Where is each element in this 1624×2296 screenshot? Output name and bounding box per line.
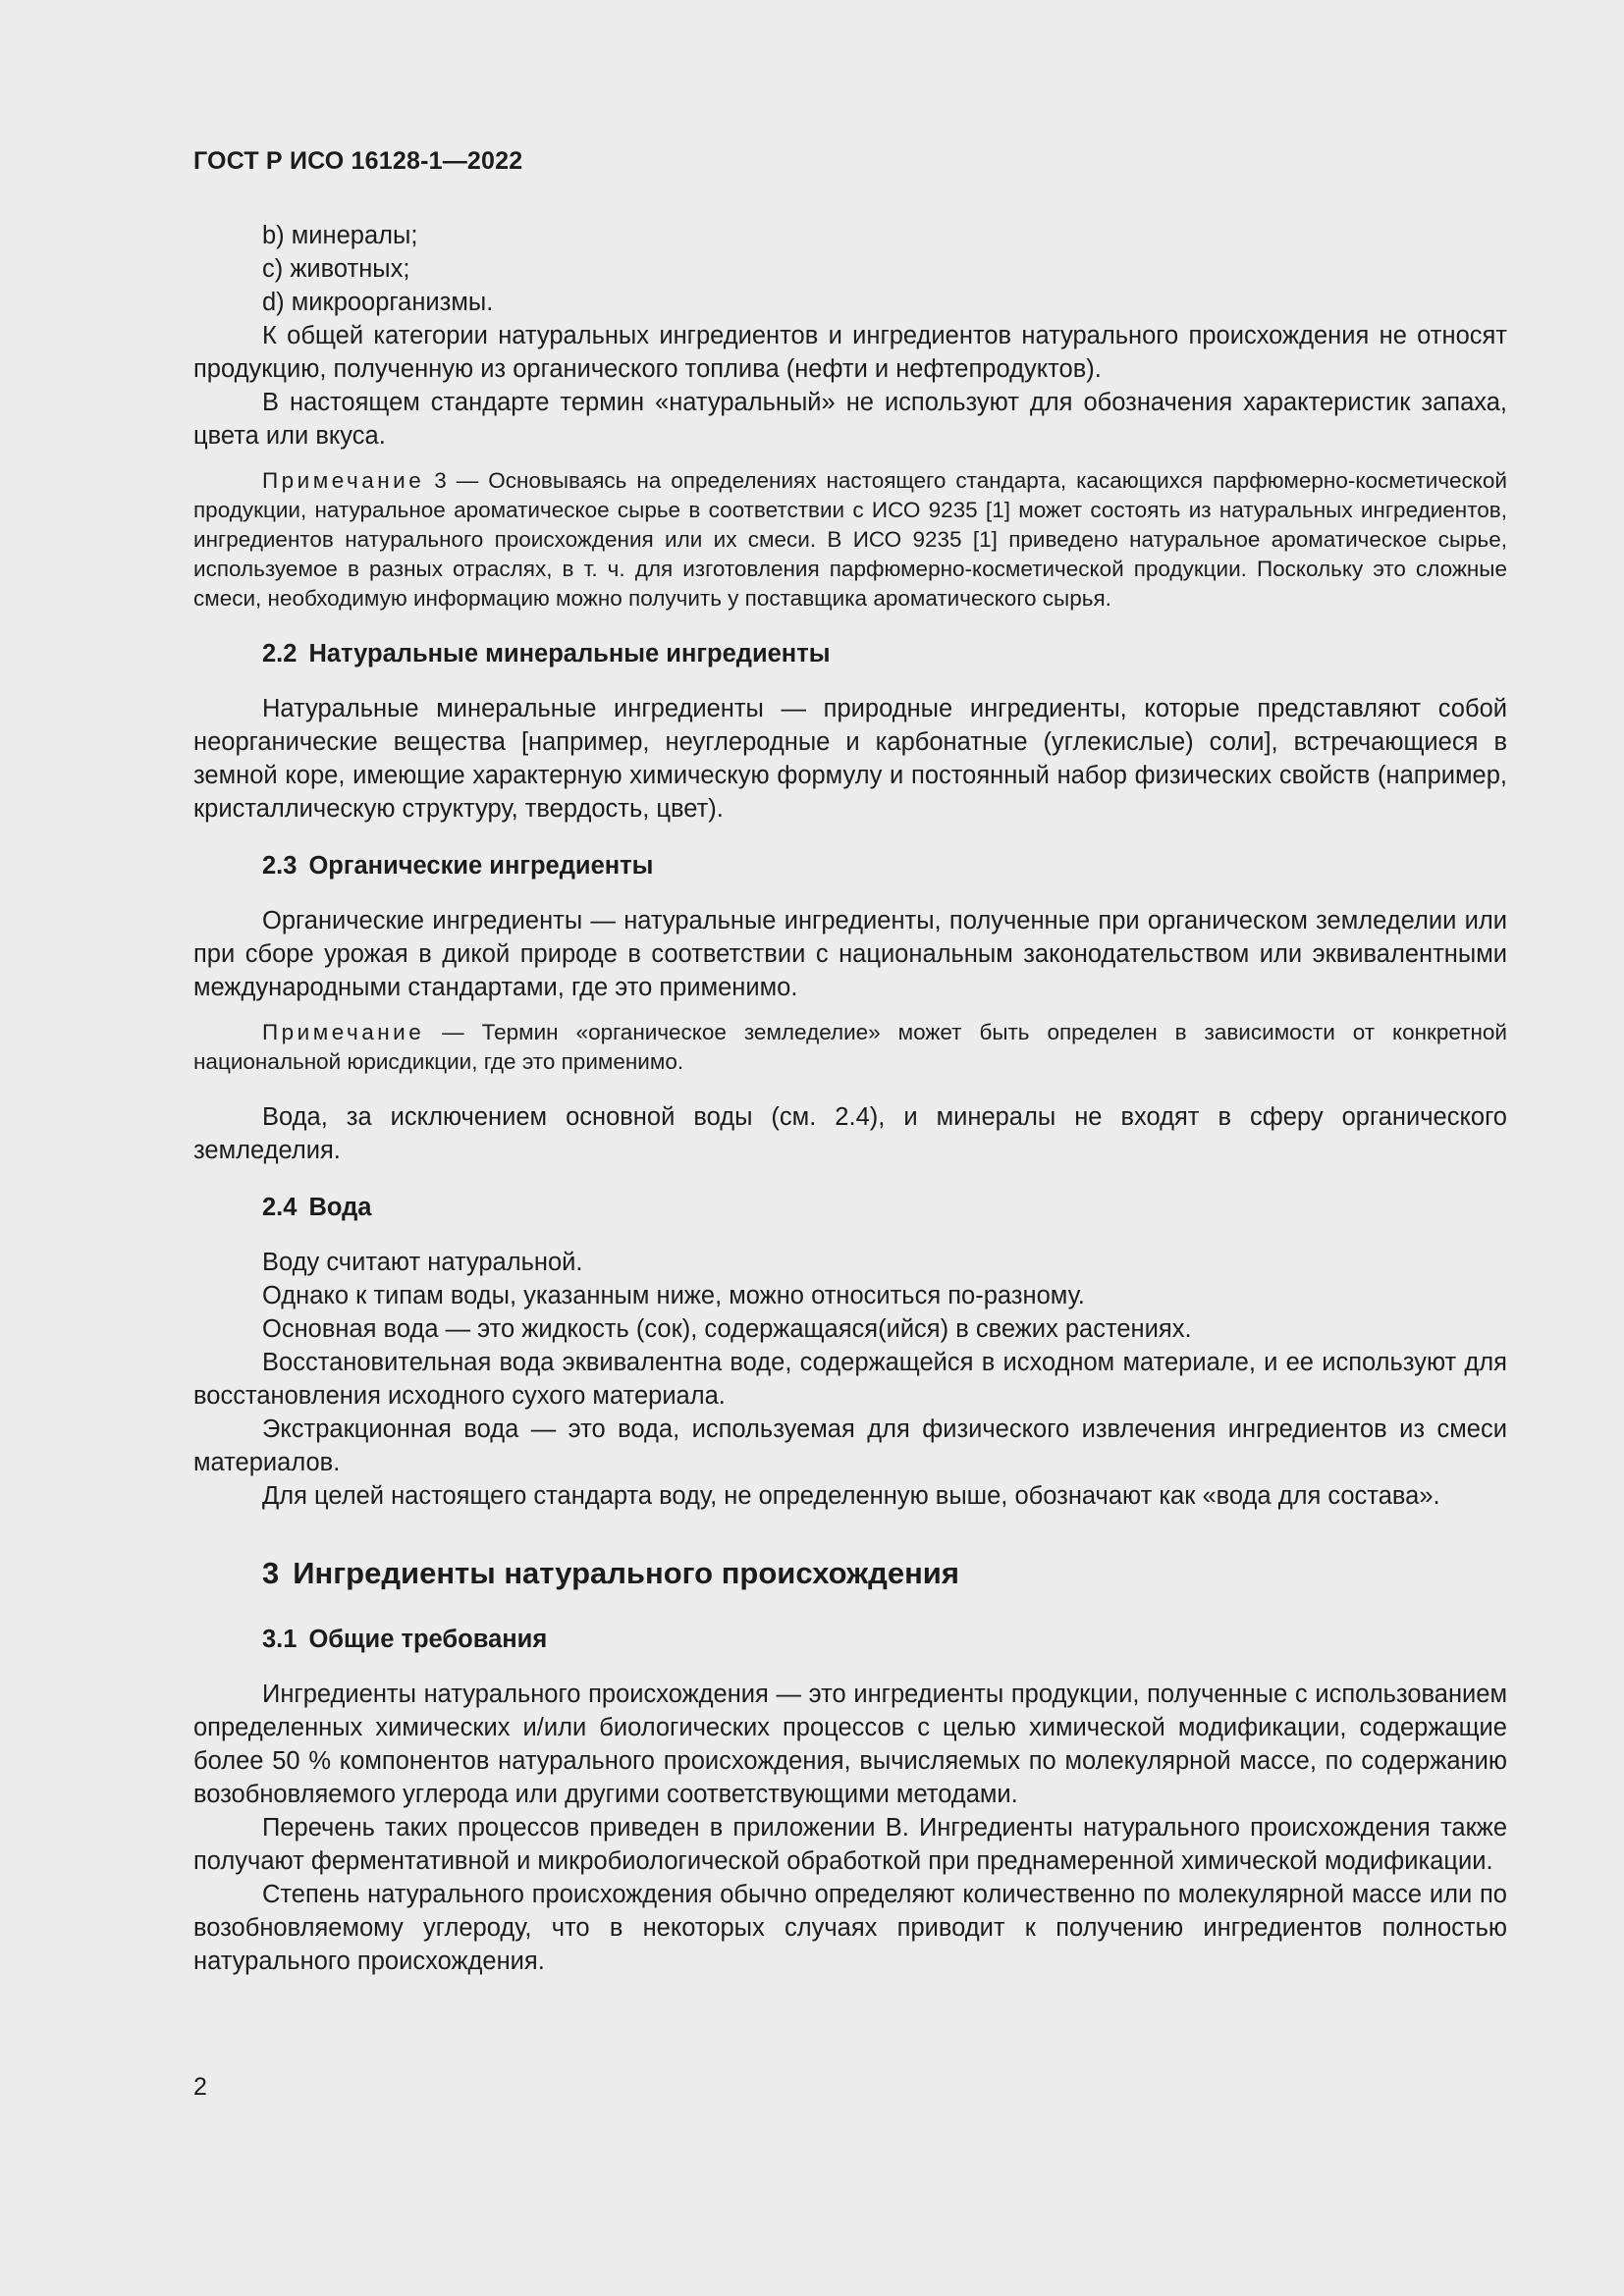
section-3-1-paragraph-3: Степень натурального происхождения обычно определяют количественно по молекулярной массе или по возобновляемому углероду, что в некоторых случаях приводит к получению ингредиентов полностью натурального происхождения. [193, 1881, 1507, 1975]
note-text: 3 — Основываясь на определениях настоящего стандарта, касающихся парфюмерно-косметической продукции, натуральное ароматическое сырье в соответствии с ИСО 9235 [1] может состоять из натуральных ингредиентов, ингредиентов натурального происхождения или их смеси. В ИСО 9235 [1] приведено натуральное ароматическое сырье, используемое в разных отраслях, в т. ч. для изготовления парфюмерно-косметической продукции. Поскольку это сложные смеси, необходимую информацию можно получить у поставщика ароматического сырья. [193, 468, 1507, 611]
section-number: 3 [262, 1556, 280, 1590]
section-2-3-paragraph-2: Вода, за исключением основной воды (см. 2.4), и минералы не входят в сферу органического земледелия. [193, 1103, 1507, 1164]
section-3-1-paragraph-1: Ингредиенты натурального происхождения — это ингредиенты продукции, полученные с использованием определенных химических и/или биологических процессов с целью химической модификации, содержащие более 50 % компонентов натурального происхождения, вычисляемых по молекулярной массе, по содержанию возобновляемого углерода или другими соответствующими методами. [193, 1681, 1507, 1808]
document-code-header: ГОСТ Р ИСО 16128-1—2022 [193, 147, 523, 175]
section-title: Органические ингредиенты [308, 852, 654, 880]
list-items [193, 219, 1507, 319]
intro-paragraph-1: К общей категории натуральных ингредиентов и ингредиентов натурального происхождения не относят продукцию, полученную из органического топлива (нефти и нефтепродуктов). [193, 322, 1507, 383]
list-item: с) животных; [262, 255, 410, 283]
note-text: — Термин «органическое земледелие» может быть определен в зависимости от конкретной национальной юрисдикции, где это применимо. [193, 1020, 1507, 1074]
section-title: Натуральные минеральные ингредиенты [308, 640, 831, 667]
note-3 [193, 466, 1507, 614]
section-2-4-paragraph-3: Основная вода — это жидкость (сок), содержащаяся(ийся) в свежих растениях. [262, 1315, 1192, 1343]
section-2-4-paragraph-6: Для целей настоящего стандарта воду, не определенную выше, обозначают как «вода для состава». [262, 1482, 1440, 1510]
section-number: 2.3 [262, 852, 298, 880]
list-item: b) минералы; [262, 222, 418, 249]
section-2-4-paragraph-5: Экстракционная вода — это вода, используемая для физического извлечения ингредиентов из смеси материалов. [193, 1415, 1507, 1476]
section-title: Вода [308, 1194, 372, 1221]
section-number: 2.4 [262, 1194, 298, 1221]
section-heading-3-1 [193, 1623, 1507, 1656]
note-label: Примечание [262, 1020, 425, 1044]
section-number: 2.2 [262, 640, 298, 667]
section-2-3-note [193, 1018, 1507, 1077]
document-page [193, 147, 1507, 1978]
section-2-2-paragraph: Натуральные минеральные ингредиенты — природные ингредиенты, которые представляют собой неорганические вещества [например, неуглеродные и карбонатные (углекислые) соли], встречающиеся в земной коре, имеющие характерную химическую формулу и постоянный набор физических свойств (например, кристаллическую структуру, твердость, цвет). [193, 695, 1507, 823]
section-heading-2-3 [193, 849, 1507, 882]
intro-paragraph-2: В настоящем стандарте термин «натуральный» не используют для обозначения характеристик запаха, цвета или вкуса. [193, 389, 1507, 450]
section-2-4-paragraph-1: Воду считают натуральной. [262, 1249, 583, 1276]
section-heading-2-2 [193, 637, 1507, 670]
section-number: 3.1 [262, 1626, 298, 1653]
section-2-4-paragraph-2: Однако к типам воды, указанным ниже, можно относиться по-разному. [262, 1282, 1085, 1309]
note-label: Примечание [262, 468, 425, 493]
page-number: 2 [193, 2073, 207, 2101]
section-2-4-paragraph-4: Восстановительная вода эквивалентна воде, содержащейся в исходном материале, и ее используют для восстановления исходного сухого материала. [193, 1349, 1507, 1410]
section-heading-2-4 [193, 1191, 1507, 1224]
section-2-3-paragraph-1: Органические ингредиенты — натуральные ингредиенты, полученные при органическом земледелии или при сборе урожая в дикой природе в соответствии с национальным законодательством или эквивалентными международными стандартами, где это применимо. [193, 907, 1507, 1001]
section-title: Общие требования [308, 1626, 548, 1653]
section-title: Ингредиенты натурального происхождения [293, 1556, 959, 1590]
list-item: d) микроорганизмы. [262, 289, 494, 316]
section-heading-3 [193, 1554, 1507, 1593]
section-3-1-paragraph-2: Перечень таких процессов приведен в приложении В. Ингредиенты натурального происхождения также получают ферментативной и микробиологической обработкой при преднамеренной химической модификации. [193, 1814, 1507, 1875]
